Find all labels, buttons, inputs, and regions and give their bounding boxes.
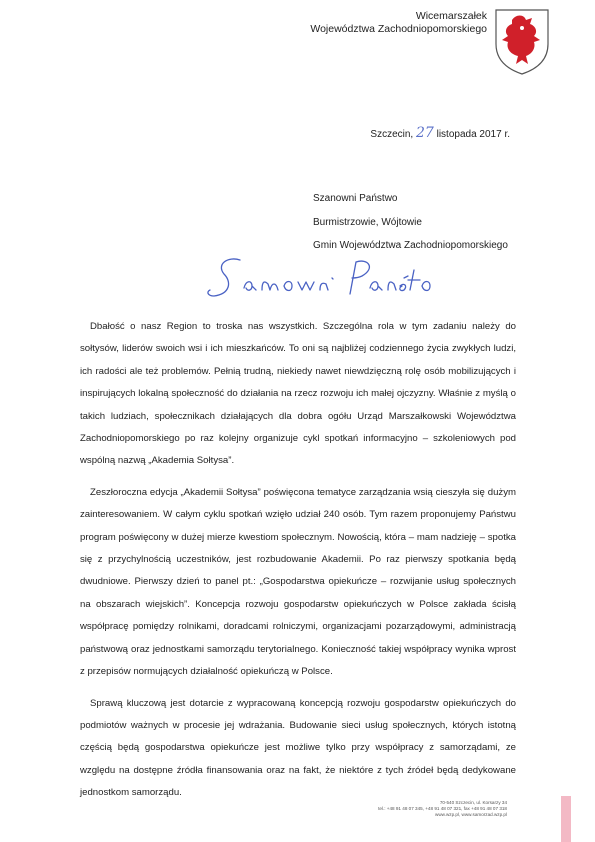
footer-address: 70-540 Szczecin, ul. Korsarzy 34 <box>439 800 507 805</box>
date-rest: listopada 2017 r. <box>436 129 510 140</box>
recipient-line-1: Szanowni Państwo <box>313 193 398 204</box>
handwritten-salutation-signature <box>200 250 440 310</box>
letterhead-footer <box>267 800 507 818</box>
accent-strip <box>561 796 571 842</box>
body-paragraph-2: Zeszłoroczna edycja „Akademii Sołtysa” poświęcona tematyce zarządzania wsią cieszyła się dużym zainteresowaniem. W całym cyklu spotkań wzięło udział 240 osób. Tym razem proponujemy Państwu program poświęcony w dużej mierze kwestiom społecznym. Nowością, która – mam nadzieję – spotka się z przychylnością uczestników, jest rozbudowanie Akademii. Po raz pierwszy spotkania będą dwudniowe. Pierwszy dzień to panel pt.: „Gospodarstwa opiekuńcze – rozwijanie usług społecznych na obszarach wiejskich”. Koncepcja rozwoju gospodarstw opiekuńczych w Polsce zakłada ścisłą współpracę pomiędzy rolnikami, doradcami rolniczymi, organizacjami pozarządowymi, administracją państwową oraz jednostkami samorządu terytorialnego. Konieczność takiej współpracy wynika wprost z przepisów normujących działalność opiekuńczą w Polsce. <box>80 486 516 678</box>
date-day: 27 <box>416 125 434 141</box>
footer-phone: tel.: +48 91 48 07 345, +48 91 48 07 321, fax +48 91 48 07 318 <box>378 806 507 811</box>
date-line <box>370 125 510 141</box>
griffin-crest-icon <box>492 6 552 76</box>
letterhead-line-1: Wicemarszałek <box>415 10 487 22</box>
body-paragraph-1: Dbałość o nasz Region to troska nas wszystkich. Szczególna rola w tym zadaniu należy do sołtysów, liderów swoich wsi i ich mieszkańców. To oni są najbliżej codziennego życia zwykłych ludzi, ich radości ale też problemów. Pełnią trudną, niekiedy nawet niewdzięczną rolę osób mobilizujących i inspirujących lokalną społeczność do działania na rzecz rozwoju ich małej ojczyzny. Właśnie z myślą o takich ludziach, społecznikach działających dla dobra ogółu Urząd Marszałkowski Województwa Zachodniopomorskiego po raz kolejny organizuje cykl spotkań informacyjno – szkoleniowych pod wspólną nazwą „Akademia Sołtysa”. <box>80 321 516 467</box>
letterhead-title <box>227 10 487 36</box>
recipient-line-2: Burmistrzowie, Wójtowie <box>313 217 422 228</box>
footer-web: www.wzp.pl, www.samorzad.wzp.pl <box>435 812 507 817</box>
recipient-line-3: Gmin Województwa Zachodniopomorskiego <box>313 240 508 251</box>
letterhead-line-2: Województwa Zachodniopomorskiego <box>310 23 487 35</box>
letter-body <box>80 316 516 814</box>
body-paragraph-3: Sprawą kluczową jest dotarcie z wypracowaną koncepcją rozwoju gospodarstw opiekuńczych do podmiotów ważnych w procesie jej wdrażania. Budowanie sieci usług społecznych, których istotną częścią będą gospodarstwa opiekuńcze jest możliwe tylko przy współpracy z samorządami, ze względu na dostępne źródła finansowania oraz na fakt, że niektóre z tych źródeł będą dedykowane jednostkom samorządu. <box>80 697 516 799</box>
date-prefix: Szczecin, <box>370 129 414 140</box>
